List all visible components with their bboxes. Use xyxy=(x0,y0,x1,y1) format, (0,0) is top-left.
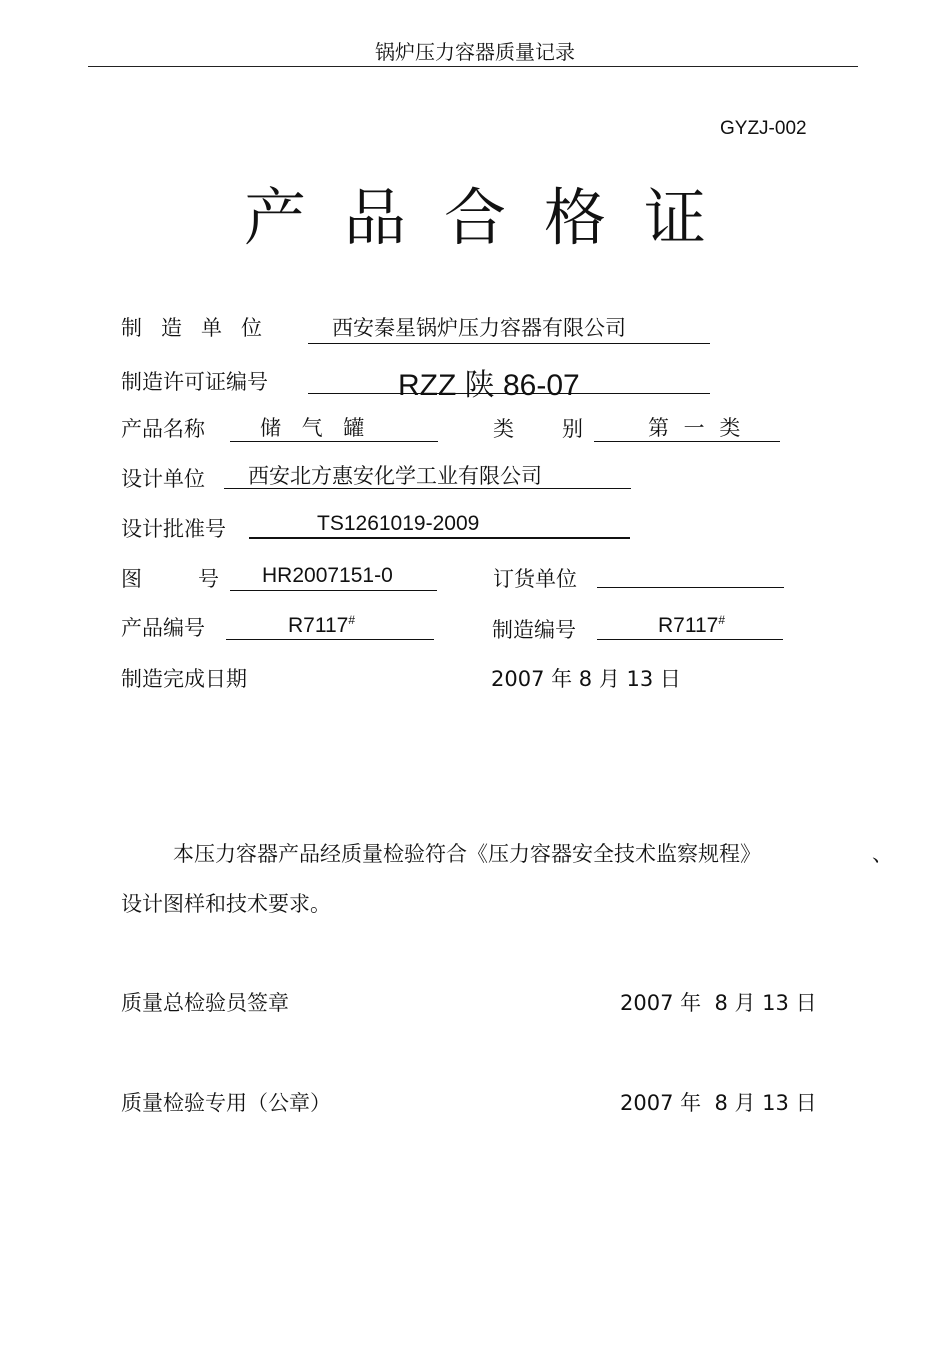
license-no-field xyxy=(308,366,710,402)
manufacture-no-value: R7117# xyxy=(658,613,726,637)
design-approval-label: 设计批准号 xyxy=(121,517,226,541)
design-approval-value: TS1261019-2009 xyxy=(317,512,480,535)
product-no-value: R7117# xyxy=(288,613,356,637)
manufacturer-field xyxy=(308,316,710,344)
quality-seal-label: 质量检验专用（公章） xyxy=(121,1091,331,1115)
inspector-signature-date: 2007 年 8 月 13 日 xyxy=(620,991,817,1015)
manufacture-no-field xyxy=(597,612,783,640)
completion-date-label: 制造完成日期 xyxy=(121,667,247,691)
design-unit-label: 设计单位 xyxy=(121,467,205,491)
drawing-no-label: 图号 xyxy=(121,567,275,591)
license-no-value: RZZ 陕 86-07 xyxy=(398,369,580,402)
design-unit-field xyxy=(224,461,631,489)
completion-date-value: 2007 年 8 月 13 日 xyxy=(491,667,681,691)
category-label: 类别 xyxy=(493,417,631,441)
page-title: 产品合格证 xyxy=(244,181,745,254)
ordering-unit-label: 订货单位 xyxy=(493,567,577,591)
manufacturer-value: 西安秦星锅炉压力容器有限公司 xyxy=(332,316,626,340)
product-name-label: 产品名称 xyxy=(121,417,205,441)
page-header: 锅炉压力容器质量记录 xyxy=(375,40,575,64)
license-no-label: 制造许可证编号 xyxy=(121,370,268,394)
manufacture-no-mark: # xyxy=(718,613,726,627)
ordering-unit-field xyxy=(597,560,784,588)
product-no-label: 产品编号 xyxy=(121,616,205,640)
product-name-value: 储 气 罐 xyxy=(260,416,365,440)
category-value: 第 一 类 xyxy=(648,416,741,440)
product-no-field xyxy=(226,612,434,640)
drawing-no-value: HR2007151-0 xyxy=(262,564,393,587)
design-unit-value: 西安北方惠安化学工业有限公司 xyxy=(248,464,542,488)
header-divider xyxy=(88,66,858,67)
document-code: GYZJ-002 xyxy=(720,118,807,139)
quality-seal-date: 2007 年 8 月 13 日 xyxy=(620,1091,817,1115)
drawing-no-field xyxy=(230,563,437,591)
statement-line-2: 设计图样和技术要求。 xyxy=(121,892,331,916)
product-no-mark: # xyxy=(348,613,356,627)
product-name-field xyxy=(230,414,438,442)
statement-line-1: 本压力容器产品经质量检验符合《压力容器安全技术监察规程》 xyxy=(173,842,761,866)
statement-comma: 、 xyxy=(872,842,893,866)
inspector-signature-label: 质量总检验员签章 xyxy=(121,991,289,1015)
category-field xyxy=(594,414,780,442)
manufacturer-label: 制造单位 xyxy=(121,316,281,340)
manufacture-no-label: 制造编号 xyxy=(492,618,576,642)
design-approval-field xyxy=(249,511,630,539)
